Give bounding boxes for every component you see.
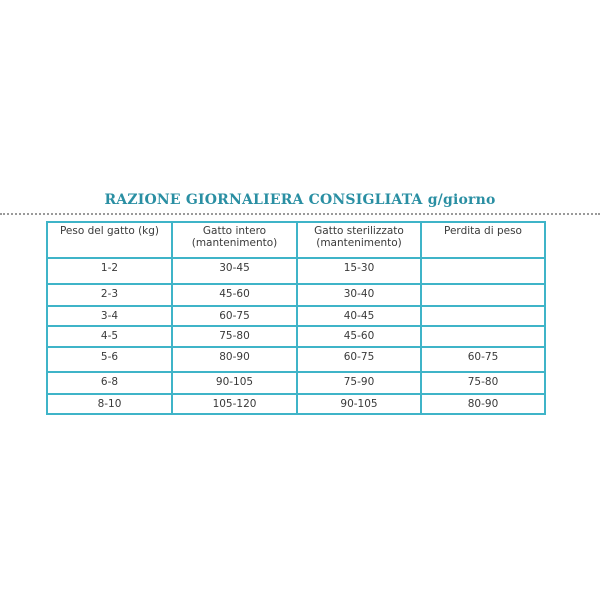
cell-weight: 2-3 [47, 284, 172, 306]
cell-intact: 80-90 [172, 347, 297, 372]
cell-weight: 8-10 [47, 394, 172, 414]
cell-sterilized: 40-45 [297, 306, 421, 326]
cell-sterilized: 90-105 [297, 394, 421, 414]
cell-weight-loss: 60-75 [421, 347, 545, 372]
table-row [47, 258, 545, 284]
table-row [47, 284, 545, 306]
cell-sterilized: 45-60 [297, 326, 421, 347]
header-row [47, 222, 545, 258]
table-row [47, 306, 545, 326]
cell-weight-loss [421, 326, 545, 347]
table-row [47, 347, 545, 372]
cell-intact: 30-45 [172, 258, 297, 284]
cell-weight-loss [421, 258, 545, 284]
header-weight: Peso del gatto (kg) [47, 222, 172, 258]
table-row [47, 372, 545, 394]
cell-weight: 3-4 [47, 306, 172, 326]
cell-weight-loss: 80-90 [421, 394, 545, 414]
cell-sterilized: 60-75 [297, 347, 421, 372]
dotted-divider [0, 213, 600, 215]
cell-intact: 105-120 [172, 394, 297, 414]
cell-weight-loss: 75-80 [421, 372, 545, 394]
header-sterilized-cat: Gatto sterilizzato (mantenimento) [297, 222, 421, 258]
table-row [47, 326, 545, 347]
cell-weight: 1-2 [47, 258, 172, 284]
table-title: RAZIONE GIORNALIERA CONSIGLIATA g/giorno [104, 192, 496, 208]
header-intact-cat: Gatto intero (mantenimento) [172, 222, 297, 258]
cell-intact: 75-80 [172, 326, 297, 347]
cell-weight: 6-8 [47, 372, 172, 394]
cell-sterilized: 15-30 [297, 258, 421, 284]
cell-sterilized: 30-40 [297, 284, 421, 306]
table-row [47, 394, 545, 414]
cell-weight-loss [421, 284, 545, 306]
cell-intact: 90-105 [172, 372, 297, 394]
cell-weight: 5-6 [47, 347, 172, 372]
ration-table [46, 221, 546, 415]
cell-weight: 4-5 [47, 326, 172, 347]
cell-intact: 60-75 [172, 306, 297, 326]
cell-intact: 45-60 [172, 284, 297, 306]
header-weight-loss: Perdita di peso [421, 222, 545, 258]
cell-weight-loss [421, 306, 545, 326]
cell-sterilized: 75-90 [297, 372, 421, 394]
